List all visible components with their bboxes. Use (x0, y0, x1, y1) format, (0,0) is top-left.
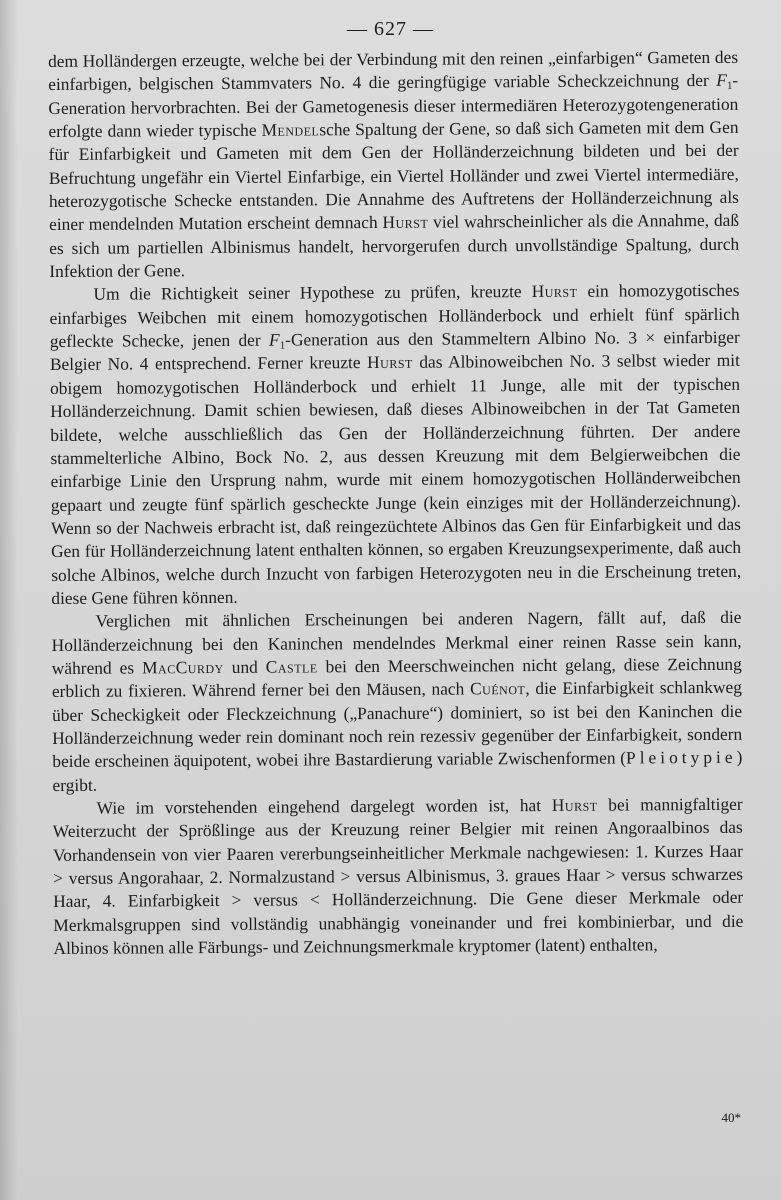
text-run: und (223, 656, 266, 677)
text-run: -Generation aus den Stammeltern Albino No. 3 × einfarbiger Belgier No. 4 entsprechend. Ferner kreuzte (49, 326, 740, 375)
author-name: Hurst (382, 212, 429, 233)
text-run: dem Holländergen erzeugte, welche bei der Verbindung mit den reinen „einfarbigen“ Gameten des einfarbigen, belgischen Stammvaters No. 4 die geringfügige variable Scheckzeichnung der (48, 46, 739, 95)
paragraph (51, 606, 742, 797)
text-run: viel wahrscheinlicher als die Annahme, daß es sich um partiellen Albinismus handelt, hervorgerufen durch unvollständige Spaltung, durch Infektion der Gene. (49, 210, 740, 282)
text-run: F (268, 329, 280, 350)
text-run: Um die Richtigkeit seiner Hypothese zu prüfen, kreuzte (93, 281, 532, 305)
text-run: Verglichen mit ähnlichen Erscheinungen bei anderen Nagern, fällt auf, daß die Holländerzeichnung bei den Kaninchen mendelndes Merkmal einer reinen Rasse sein kann, während es (51, 607, 742, 678)
text-run: 1 (726, 80, 733, 93)
paragraph (48, 46, 739, 284)
author-name: Hurst (531, 281, 578, 302)
spaced-term: Pleiotypie (625, 747, 737, 768)
text-run: ) ergibt. (52, 747, 743, 795)
author-name: Cuénot (469, 678, 526, 699)
body-text (48, 46, 744, 961)
text-run: bei mannigfaltiger Weiterzucht der Sprößlinge aus der Kreuzung reiner Belgier mit reinen Angoraalbinos das Vorhandensein von vier Paaren vererbungseinheitlicher Merkmale nachgewiesen: 1. Kurzes Haar > versus Angorahaar, 2. Normalzustand > versus Albinismus, 3. graues Haar > versus schwarzes Haar, 4. Einfarbigkeit > versus < Holländerzeichnung. Die Gene dieser Merkmale oder Merkmalsgruppen sind vollständig unabhängig voneinander und frei kombinierbar, und die Albinos können alle Färbungs- und Zeichnungsmerkmale kryptomer (latent) enthalten, (52, 793, 744, 959)
text-run: 1 (279, 339, 286, 352)
binding-shadow (0, 0, 18, 1200)
paragraph (53, 793, 744, 961)
author-name: Hurst (367, 352, 413, 373)
text-run: F (716, 70, 727, 91)
author-name: Hurst (551, 794, 598, 815)
author-name: Castle (265, 656, 318, 677)
page-number: — 627 — (347, 18, 434, 40)
text-run: Wie im vorstehenden eingehend dargelegt worden ist, hat (96, 794, 552, 818)
text-run: ein homozygotisches einfarbiges Weibchen mit einem homozygotischen Holländerbock und erhielt fünf spärlich gefleckte Schecke, jenen der (49, 280, 740, 352)
signature-mark: 40* (721, 1110, 741, 1125)
author-name: Mendel (261, 119, 320, 140)
text-run: , die Einfarbigkeit schlankweg über Scheckigkeit oder Fleckzeichnung („Panachure“) dominiert, so ist bei den Kaninchen die Holländerzeichnung weder rein dominant noch rein rezessiv gegenüber der Einfarbigkeit, sondern beide erscheinen äquipotent, wobei ihre Bastardierung variable Zwischenformen ( (51, 677, 743, 772)
text-run: -Generation hervorbrachten. Bei der Gametogenesis dieser intermediären Heterozygotengeneration erfolgte dann wieder typische (48, 70, 739, 142)
text-run: das Albinoweibchen No. 3 selbst wieder mit obigem homozygotischen Holländerbock und erhielt 11 Junge, alle mit der typischen Holländerzeichnung. Damit schien bewiesen, daß dieses Albinoweibchen in der Tat Gameten bildete, welche ausschließlich das Gen der Holländerzeichnung führten. Der andere stammelterliche Albino, Bock No. 2, aus dessen Kreuzung mit dem Belgierweibchen die einfarbige Linie den Ursprung nahm, wurde mit einem homozygotischen Holländerweibchen gepaart und zeugte fünf spärlich gescheckte Junge (kein einziges mit der Holländerzeichnung). Wenn so der Nachweis erbracht ist, daß reingezüchtete Albinos das Gen für Einfarbigkeit und das Gen für Holländerzeichnung latent enthalten können, so ergaben Kreuzungsexperimente, daß auch solche Albinos, welche durch Inzucht von farbigen Heterozygoten neu in die Erscheinung treten, diese Gene führen können. (50, 350, 742, 608)
text-run: bei den Meerschweinchen nicht gelang, diese Zeichnung erblich zu fixieren. Während ferner bei den Mäusen, nach (51, 653, 742, 702)
text-run: sche Spaltung der Gene, so daß sich Gameten mit dem Gen für Einfarbigkeit und Gameten mit dem Gen der Holländerzeichnung bildeten und bei der Befruchtung ungefähr ein Viertel Einfarbige, ein Viertel Holländer und zwei Viertel intermediäre, heterozygotische Schecke entstanden. Die Annahme des Auftretens der Holländerzeichnung als einer mendelnden Mutation erscheint demnach (48, 116, 739, 235)
author-name: MacCurdy (141, 656, 224, 678)
paragraph (49, 279, 741, 610)
